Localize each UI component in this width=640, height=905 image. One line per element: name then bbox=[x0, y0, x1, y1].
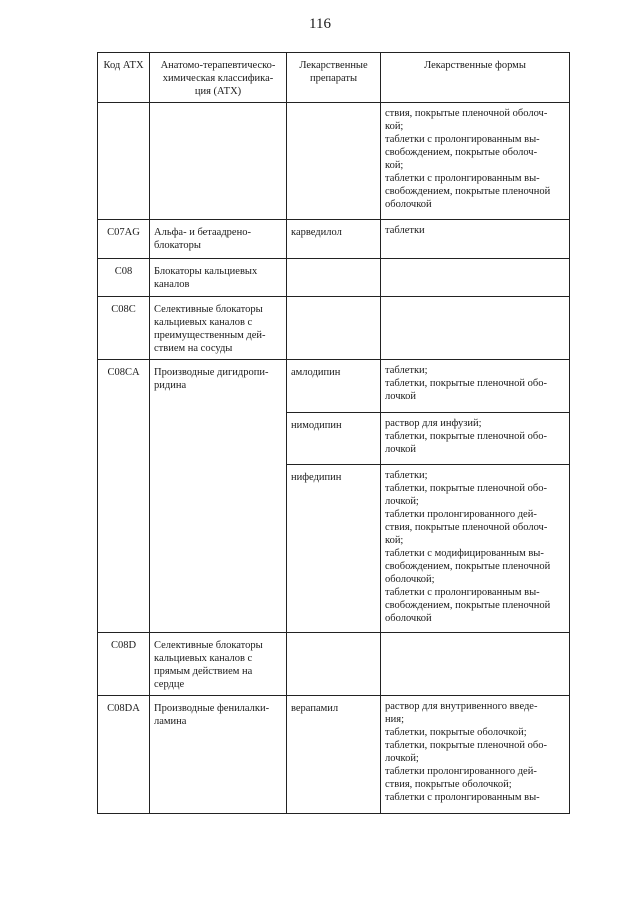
text-line: оболочкой bbox=[385, 199, 432, 210]
atc-code-cell: C08D bbox=[98, 633, 150, 696]
drug-cell bbox=[287, 103, 381, 220]
drug-cell bbox=[287, 360, 381, 413]
table-header-row bbox=[98, 53, 570, 103]
text-line: карведилол bbox=[291, 227, 342, 238]
text-line: таблетки bbox=[385, 225, 425, 236]
table-row bbox=[98, 360, 570, 413]
text-line: оболочкой; bbox=[385, 574, 435, 585]
table-row bbox=[98, 103, 570, 220]
text-line: таблетки, покрытые пленочной обо- bbox=[385, 431, 547, 442]
atc-code-cell: C08 bbox=[98, 259, 150, 297]
text-line: таблетки пролонгированного дей- bbox=[385, 509, 537, 520]
text-line: оболочкой bbox=[385, 613, 432, 624]
table-row bbox=[98, 220, 570, 259]
classification-cell bbox=[150, 696, 287, 814]
dosage-forms-cell bbox=[381, 103, 570, 220]
dosage-forms-cell bbox=[381, 259, 570, 297]
text-line: амлодипин bbox=[291, 367, 341, 378]
text-line: кой; bbox=[385, 121, 404, 132]
drug-cell bbox=[287, 259, 381, 297]
text-line: Селективные блокаторы bbox=[154, 640, 263, 651]
text-line: ция (АТХ) bbox=[194, 86, 242, 97]
classification-cell bbox=[150, 103, 287, 220]
dosage-forms-cell bbox=[381, 220, 570, 259]
table-row bbox=[98, 633, 570, 696]
dosage-forms-cell bbox=[381, 696, 570, 814]
text-line: лочкой bbox=[385, 444, 416, 455]
text-line: Лекарственные bbox=[299, 60, 368, 71]
text-line: химическая классифика- bbox=[162, 73, 274, 84]
text-line: ствия, покрытые пленочной оболоч- bbox=[385, 108, 548, 119]
text-line: таблетки, покрытые пленочной обо- bbox=[385, 740, 547, 751]
classification-cell bbox=[150, 297, 287, 360]
text-line: кой; bbox=[385, 160, 404, 171]
text-line: ствия, покрытые оболочкой; bbox=[385, 779, 512, 790]
page-number: 116 bbox=[309, 16, 331, 32]
text-line: таблетки; bbox=[385, 470, 428, 481]
drug-cell bbox=[287, 220, 381, 259]
drug-cell bbox=[287, 465, 381, 633]
text-line: Альфа- и бетаадрено- bbox=[154, 227, 251, 238]
drug-cell bbox=[287, 696, 381, 814]
text-line: ствия, покрытые пленочной оболоч- bbox=[385, 522, 548, 533]
classification-cell bbox=[150, 633, 287, 696]
text-line: таблетки, покрытые оболочкой; bbox=[385, 727, 527, 738]
text-line: раствор для внутривенного введе- bbox=[385, 701, 538, 712]
atc-code-cell: C08C bbox=[98, 297, 150, 360]
text-line: сердце bbox=[154, 679, 185, 690]
text-line: Лекарственные формы bbox=[424, 60, 526, 71]
header-classification bbox=[150, 53, 287, 103]
text-line: свобождением, покрытые пленочной bbox=[385, 561, 551, 572]
text-line: таблетки; bbox=[385, 365, 428, 376]
text-line: таблетки, покрытые пленочной обо- bbox=[385, 378, 547, 389]
text-line: верапамил bbox=[291, 703, 339, 714]
table-row bbox=[98, 297, 570, 360]
text-line: ствием на сосуды bbox=[154, 343, 233, 354]
atc-code-cell: C08DA bbox=[98, 696, 150, 814]
text-line: прямым действием на bbox=[154, 666, 253, 677]
text-line: блокаторы bbox=[154, 240, 201, 251]
dosage-forms-cell bbox=[381, 633, 570, 696]
header-drug bbox=[287, 53, 381, 103]
text-line: свобождением, покрытые пленочной bbox=[385, 600, 551, 611]
header-forms bbox=[381, 53, 570, 103]
text-line: таблетки с пролонгированным вы- bbox=[385, 173, 540, 184]
text-line: каналов bbox=[154, 279, 190, 290]
classification-cell bbox=[150, 220, 287, 259]
dosage-forms-cell bbox=[381, 413, 570, 465]
drug-cell bbox=[287, 297, 381, 360]
atc-code-cell: C07AG bbox=[98, 220, 150, 259]
text-line: таблетки с модифицированным вы- bbox=[385, 548, 544, 559]
classification-cell bbox=[150, 259, 287, 297]
text-line: кальциевых каналов с bbox=[154, 653, 253, 664]
classification-cell bbox=[150, 360, 287, 633]
atc-code-cell bbox=[98, 103, 150, 220]
text-line: таблетки, покрытые пленочной обо- bbox=[385, 483, 547, 494]
text-line: нифедипин bbox=[291, 472, 342, 483]
text-line: раствор для инфузий; bbox=[385, 418, 482, 429]
text-line: таблетки с пролонгированным вы- bbox=[385, 792, 540, 803]
drug-cell bbox=[287, 633, 381, 696]
text-line: Анатомо-терапевтическо- bbox=[160, 60, 276, 71]
text-line: Производные фенилалки- bbox=[154, 703, 270, 714]
text-line: кальциевых каналов с bbox=[154, 317, 253, 328]
header-code bbox=[98, 53, 150, 103]
text-line: лочкой; bbox=[385, 753, 419, 764]
drug-cell bbox=[287, 413, 381, 465]
text-line: таблетки с пролонгированным вы- bbox=[385, 587, 540, 598]
text-line: Код АТХ bbox=[103, 60, 144, 71]
atc-classification-table bbox=[97, 52, 570, 814]
dosage-forms-cell bbox=[381, 297, 570, 360]
text-line: препараты bbox=[309, 73, 358, 84]
text-line: ридина bbox=[154, 380, 187, 391]
table-row bbox=[98, 696, 570, 814]
table-row bbox=[98, 259, 570, 297]
text-line: ния; bbox=[385, 714, 404, 725]
text-line: свобождением, покрытые оболоч- bbox=[385, 147, 538, 158]
text-line: ламина bbox=[154, 716, 187, 727]
text-line: нимодипин bbox=[291, 420, 342, 431]
text-line: Производные дигидропи- bbox=[154, 367, 269, 378]
dosage-forms-cell bbox=[381, 360, 570, 413]
text-line: свобождением, покрытые пленочной bbox=[385, 186, 551, 197]
atc-code-cell: C08CA bbox=[98, 360, 150, 633]
text-line: таблетки с пролонгированным вы- bbox=[385, 134, 540, 145]
dosage-forms-cell bbox=[381, 465, 570, 633]
text-line: Блокаторы кальциевых bbox=[154, 266, 258, 277]
text-line: лочкой; bbox=[385, 496, 419, 507]
text-line: Селективные блокаторы bbox=[154, 304, 263, 315]
text-line: кой; bbox=[385, 535, 404, 546]
text-line: преимущественным дей- bbox=[154, 330, 266, 341]
text-line: лочкой bbox=[385, 391, 416, 402]
text-line: таблетки пролонгированного дей- bbox=[385, 766, 537, 777]
